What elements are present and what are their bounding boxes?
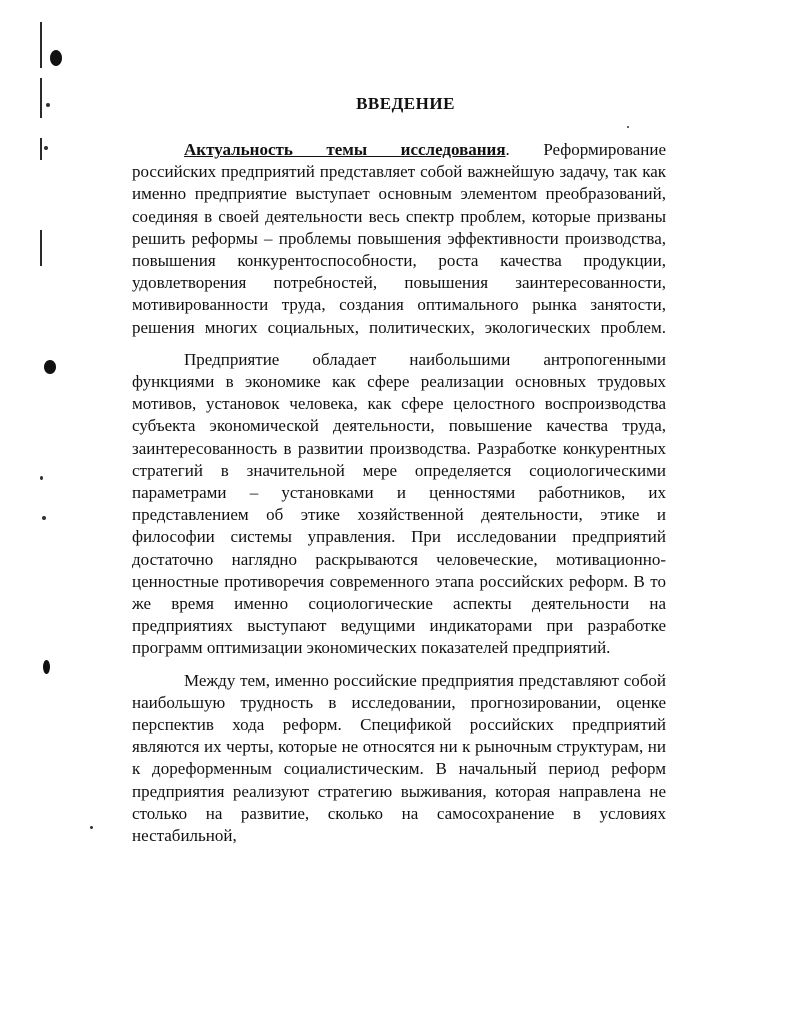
ink-speck-mark	[42, 516, 46, 520]
ink-blot-mark	[43, 660, 50, 674]
paragraph-russian-enterprises	[132, 670, 666, 848]
body-text	[132, 139, 666, 857]
paragraph-relevance	[132, 139, 666, 339]
paragraph-enterprise	[132, 349, 666, 660]
ink-speck-mark	[44, 146, 48, 150]
page-title: ВВЕДЕНИЕ	[356, 94, 455, 113]
scan-edge-line	[40, 230, 42, 266]
section-heading-relevance: Актуальность темы исследования	[184, 140, 506, 159]
ink-speck-mark	[627, 126, 629, 128]
ink-speck-mark	[90, 826, 93, 829]
paragraph-text: Между тем, именно российские предприятия представляют собой наибольшую трудность в исследовании, прогнозировании, оценке перспектив хода реформ. Спецификой российских предприятий являются их черты, которые не относятся ни к рыночным структурам, ни к дореформенным социалистическим. В начальный период реформ предприятия реализуют стратегию выживания, которая направлена не столько на развитие, сколько на самосохранение в условиях нестабильной,	[132, 670, 666, 846]
paragraph-text: Предприятие обладает наибольшими антропогенными функциями в экономике как сфере реализации основных трудовых мотивов, установок человека, как сфере целостного воспроизводства субъекта экономической деятельности, повышение качества труда, заинтересованность в развитии производства. Разработке конкурентных стратегий в значительной мере определяется социологическими параметрами – установками и ценностями работников, их представлением об этике хозяйственной деятельности, этике и философии системы управления. При исследовании предприятий достаточно наглядно раскрываются человеческие, мотивационно-ценностные противоречия современного этапа российских реформ. В то же время именно социологические аспекты деятельности на предприятиях выступают ведущими индикаторами при разработке программ оптимизации экономических показателей предприятий.	[132, 349, 666, 658]
ink-speck-mark	[40, 476, 43, 480]
ink-blot-mark	[50, 50, 62, 66]
ink-blot-mark	[44, 360, 56, 374]
scan-edge-line	[40, 138, 42, 160]
scan-edge-line	[40, 22, 42, 68]
paragraph-text: . Реформирование российских предприятий представляет собой важнейшую задачу, так как именно предприятие выступает основным элементом преобразований, соединяя в своей деятельности весь спектр проблем, которые призваны решить реформы – проблемы повышения эффективности производства, повышения конкурентоспособности, роста качества продукции, удовлетворения потребностей, повышения заинтересованности, мотивированности труда, создания оптимального рынка занятости, решения многих социальных, политических, экологических проблем.	[132, 140, 666, 337]
